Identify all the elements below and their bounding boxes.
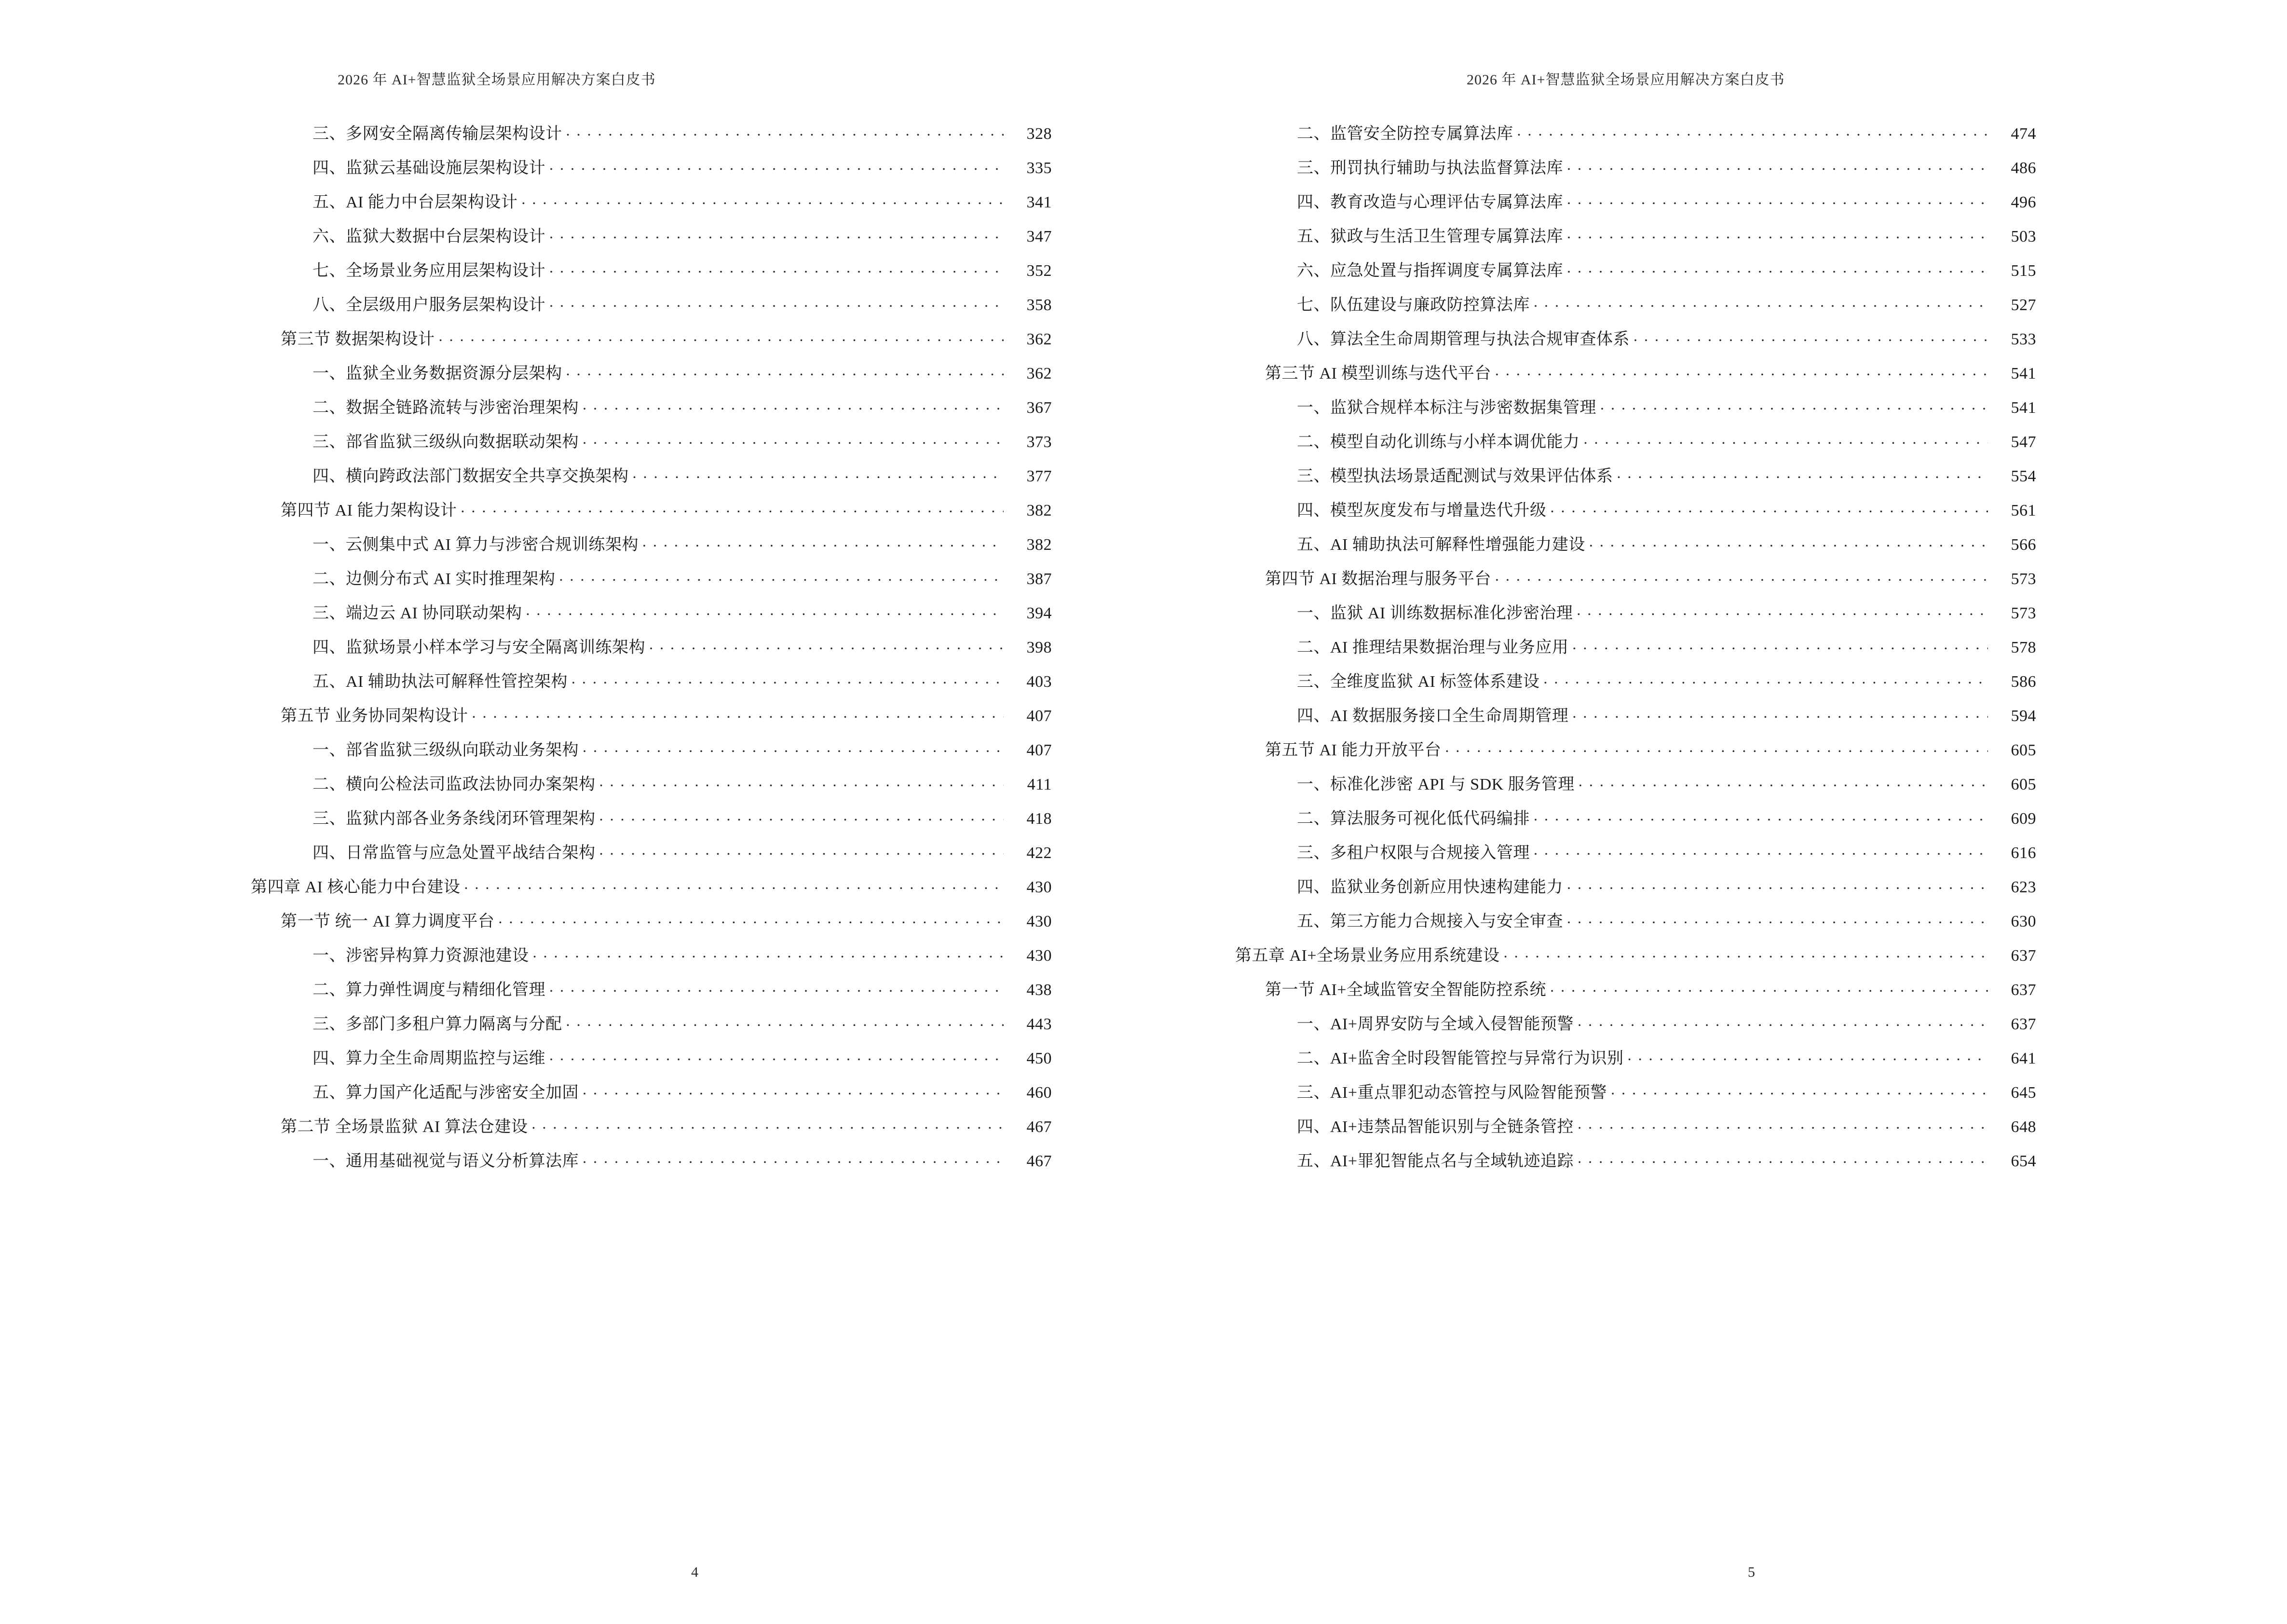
toc-entry-page-number: 407	[1026, 707, 1052, 725]
toc-list-left	[251, 123, 1052, 1551]
toc-entry-title: 六、应急处置与指挥调度专属算法库	[1297, 262, 1563, 280]
toc-leader-dots	[1617, 465, 1988, 481]
toc-entry-title: 七、全场景业务应用层架构设计	[313, 262, 545, 280]
toc-entry-page-number: 496	[2011, 193, 2036, 211]
toc-entry[interactable]	[1297, 157, 2036, 177]
toc-entry-title: 三、刑罚执行辅助与执法监督算法库	[1297, 159, 1563, 177]
toc-entry-page-number: 637	[2011, 947, 2036, 965]
toc-entry-title: 四、AI 数据服务接口全生命周期管理	[1297, 707, 1569, 725]
toc-leader-dots	[1577, 602, 1988, 618]
toc-leader-dots	[1534, 294, 1988, 310]
toc-entry[interactable]	[313, 294, 1052, 314]
toc-entry-page-number: 637	[2011, 981, 2036, 999]
toc-entry-title: 三、全维度监狱 AI 标签体系建设	[1297, 673, 1540, 691]
toc-entry-title: 四、监狱云基础设施层架构设计	[313, 159, 545, 177]
toc-leader-dots	[1567, 259, 1988, 276]
toc-entry[interactable]	[313, 773, 1052, 793]
toc-entry[interactable]	[1297, 670, 2036, 690]
toc-entry-title: 三、监狱内部各业务条线闭环管理架构	[313, 810, 596, 828]
toc-entry-page-number: 373	[1026, 433, 1052, 451]
toc-entry-title: 四、模型灰度发布与增量迭代升级	[1297, 502, 1547, 519]
toc-entry[interactable]	[1265, 362, 2036, 382]
toc-entry-page-number: 377	[1026, 467, 1052, 485]
toc-entry-page-number: 616	[2011, 844, 2036, 862]
toc-entry[interactable]	[1297, 431, 2036, 450]
toc-entry[interactable]	[313, 225, 1052, 245]
toc-entry-title: 第一节 AI+全域监管安全智能防控系统	[1265, 981, 1547, 999]
toc-entry-page-number: 630	[2011, 913, 2036, 930]
toc-entry[interactable]	[1297, 807, 2036, 827]
toc-leader-dots	[549, 157, 1004, 173]
toc-entry[interactable]	[313, 568, 1052, 587]
toc-entry-title: 第一节 统一 AI 算力调度平台	[281, 913, 495, 930]
toc-entry[interactable]	[281, 328, 1052, 348]
toc-entry[interactable]	[1297, 1116, 2036, 1135]
toc-entry-title: 五、算力国产化适配与涉密安全加固	[313, 1084, 579, 1102]
toc-entry-page-number: 609	[2011, 810, 2036, 828]
toc-leader-dots	[566, 362, 1004, 379]
toc-entry-title: 七、队伍建设与廉政防控算法库	[1297, 296, 1530, 314]
toc-entry-page-number: 352	[1026, 262, 1052, 280]
toc-entry-page-number: 430	[1026, 947, 1052, 965]
toc-leader-dots	[1567, 876, 1988, 892]
toc-entry[interactable]	[313, 259, 1052, 279]
toc-entry[interactable]	[313, 636, 1052, 656]
toc-entry-title: 四、横向跨政法部门数据安全共享交换架构	[313, 467, 629, 485]
toc-entry-title: 一、标准化涉密 API 与 SDK 服务管理	[1297, 776, 1575, 793]
toc-entry-page-number: 438	[1026, 981, 1052, 999]
toc-entry-title: 二、算力弹性调度与精细化管理	[313, 981, 545, 999]
toc-entry-page-number: 541	[2011, 365, 2036, 382]
toc-entry[interactable]	[1297, 1013, 2036, 1033]
toc-entry-title: 四、教育改造与心理评估专属算法库	[1297, 193, 1563, 211]
toc-leader-dots	[1534, 842, 1988, 858]
toc-entry[interactable]	[313, 739, 1052, 759]
toc-entry-page-number: 541	[2011, 399, 2036, 417]
toc-entry[interactable]	[313, 123, 1052, 142]
toc-entry[interactable]	[1297, 499, 2036, 519]
toc-leader-dots	[1611, 1081, 1988, 1098]
toc-leader-dots	[549, 1047, 1004, 1064]
toc-entry-title: 二、边侧分布式 AI 实时推理架构	[313, 570, 556, 588]
toc-leader-dots	[461, 499, 1004, 516]
toc-leader-dots	[1445, 739, 1988, 755]
toc-leader-dots	[1572, 636, 1988, 653]
toc-entry-page-number: 411	[1027, 776, 1052, 793]
toc-entry-title: 三、模型执法场景适配测试与效果评估体系	[1297, 467, 1613, 485]
toc-leader-dots	[1572, 705, 1988, 721]
toc-leader-dots	[1550, 979, 1988, 995]
toc-leader-dots	[498, 910, 1004, 927]
toc-entry-title: 三、多网安全隔离传输层架构设计	[313, 125, 562, 143]
toc-entry[interactable]	[313, 670, 1052, 690]
toc-leader-dots	[583, 1081, 1004, 1098]
toc-leader-dots	[1589, 533, 1988, 550]
toc-entry-title: 五、AI 辅助执法可解释性增强能力建设	[1297, 536, 1585, 554]
toc-entry[interactable]	[1297, 1150, 2036, 1170]
toc-entry-title: 第五节 AI 能力开放平台	[1265, 741, 1442, 759]
toc-entry[interactable]	[313, 191, 1052, 211]
toc-entry-page-number: 547	[2011, 433, 2036, 451]
toc-leader-dots	[1634, 328, 1988, 344]
toc-entry[interactable]	[313, 944, 1052, 964]
toc-entry-title: 二、算法服务可视化低代码编排	[1297, 810, 1530, 828]
toc-leader-dots	[1495, 568, 1988, 584]
toc-entry-title: 二、AI 推理结果数据治理与业务应用	[1297, 639, 1569, 656]
toc-entry-title: 一、涉密异构算力资源池建设	[313, 947, 529, 965]
page-number-right: 5	[1748, 1564, 1755, 1580]
toc-entry[interactable]	[1297, 842, 2036, 861]
toc-entry[interactable]	[313, 362, 1052, 382]
toc-leader-dots	[559, 568, 1004, 584]
toc-entry-title: 四、日常监管与应急处置平战结合架构	[313, 844, 596, 862]
toc-leader-dots	[472, 705, 1004, 721]
toc-entry[interactable]	[1297, 328, 2036, 348]
toc-entry-title: 五、狱政与生活卫生管理专属算法库	[1297, 228, 1563, 246]
toc-entry[interactable]	[1235, 944, 2036, 964]
toc-entry[interactable]	[313, 1081, 1052, 1101]
toc-entry-title: 一、监狱全业务数据资源分层架构	[313, 365, 562, 382]
toc-leader-dots	[1567, 157, 1988, 173]
toc-entry[interactable]	[1265, 979, 2036, 998]
toc-entry-page-number: 362	[1026, 365, 1052, 382]
toc-entry-title: 第五节 业务协同架构设计	[281, 707, 468, 725]
toc-entry-title: 五、AI 能力中台层架构设计	[313, 193, 518, 211]
toc-entry-title: 第三节 数据架构设计	[281, 330, 435, 348]
toc-entry[interactable]	[1297, 533, 2036, 553]
toc-entry-title: 三、部省监狱三级纵向数据联动架构	[313, 433, 579, 451]
toc-leader-dots	[1628, 1047, 1988, 1064]
toc-entry-page-number: 460	[1026, 1084, 1052, 1102]
toc-entry-page-number: 407	[1026, 741, 1052, 759]
toc-entry[interactable]	[281, 499, 1052, 519]
toc-entry[interactable]	[313, 979, 1052, 998]
toc-entry[interactable]	[1297, 1047, 2036, 1067]
page-number-left: 4	[691, 1564, 698, 1580]
toc-entry[interactable]	[313, 396, 1052, 416]
toc-entry-page-number: 561	[2011, 502, 2036, 519]
toc-entry-title: 二、监管安全防控专属算法库	[1297, 125, 1513, 143]
toc-entry-page-number: 467	[1026, 1118, 1052, 1136]
toc-entry-page-number: 362	[1026, 330, 1052, 348]
toc-entry-page-number: 605	[2011, 741, 2036, 759]
toc-leader-dots	[1600, 396, 1988, 413]
toc-entry-title: 八、全层级用户服务层架构设计	[313, 296, 545, 314]
toc-entry-page-number: 645	[2011, 1084, 2036, 1102]
toc-entry[interactable]	[1297, 294, 2036, 314]
toc-entry[interactable]	[313, 533, 1052, 553]
toc-entry[interactable]	[313, 842, 1052, 861]
toc-leader-dots	[549, 979, 1004, 995]
toc-leader-dots	[572, 670, 1004, 687]
toc-leader-dots	[1495, 362, 1988, 379]
toc-entry-page-number: 641	[2011, 1050, 2036, 1067]
toc-entry-page-number: 573	[2011, 570, 2036, 588]
toc-entry-page-number: 328	[1026, 125, 1052, 143]
toc-entry-page-number: 387	[1026, 570, 1052, 588]
toc-leader-dots	[642, 533, 1004, 550]
toc-leader-dots	[566, 123, 1004, 139]
toc-entry-title: 第五章 AI+全场景业务应用系统建设	[1235, 947, 1500, 965]
toc-entry[interactable]	[1297, 465, 2036, 485]
toc-leader-dots	[599, 807, 1004, 824]
toc-entry-title: 三、多租户权限与合规接入管理	[1297, 844, 1530, 862]
toc-entry-title: 一、部省监狱三级纵向联动业务架构	[313, 741, 579, 759]
toc-entry-page-number: 394	[1026, 604, 1052, 622]
toc-entry[interactable]	[313, 602, 1052, 622]
toc-entry-page-number: 515	[2011, 262, 2036, 280]
toc-entry-title: 四、监狱业务创新应用快速构建能力	[1297, 878, 1563, 896]
toc-leader-dots	[566, 1013, 1004, 1029]
toc-entry[interactable]	[281, 1116, 1052, 1135]
toc-entry-page-number: 398	[1026, 639, 1052, 656]
toc-leader-dots	[533, 944, 1004, 961]
toc-entry-page-number: 578	[2011, 639, 2036, 656]
running-head-right: 2026 年 AI+智慧监狱全场景应用解决方案白皮书	[1467, 72, 1785, 88]
toc-entry-page-number: 467	[1026, 1152, 1052, 1170]
toc-entry-page-number: 594	[2011, 707, 2036, 725]
toc-list-right	[1235, 123, 2036, 1551]
toc-entry-page-number: 382	[1026, 502, 1052, 519]
toc-entry[interactable]	[1297, 773, 2036, 793]
toc-leader-dots	[1551, 499, 1988, 516]
toc-leader-dots	[1567, 191, 1988, 207]
toc-entry-page-number: 623	[2011, 878, 2036, 896]
toc-entry-title: 第四章 AI 核心能力中台建设	[251, 878, 461, 896]
toc-entry[interactable]	[1297, 191, 2036, 211]
toc-entry-title: 六、监狱大数据中台层架构设计	[313, 228, 545, 246]
toc-entry[interactable]	[313, 157, 1052, 177]
toc-entry-page-number: 335	[1026, 159, 1052, 177]
toc-entry-page-number: 341	[1026, 193, 1052, 211]
toc-entry-title: 一、监狱 AI 训练数据标准化涉密治理	[1297, 604, 1573, 622]
toc-entry-page-number: 418	[1026, 810, 1052, 828]
toc-entry-page-number: 605	[2011, 776, 2036, 793]
toc-entry[interactable]	[251, 876, 1052, 896]
toc-entry[interactable]	[313, 807, 1052, 827]
toc-leader-dots	[1534, 807, 1988, 824]
toc-entry-page-number: 358	[1026, 296, 1052, 314]
toc-entry-title: 一、AI+周界安防与全域入侵智能预警	[1297, 1015, 1574, 1033]
toc-entry-page-number: 347	[1026, 228, 1052, 246]
toc-leader-dots	[599, 842, 1004, 858]
toc-entry[interactable]	[281, 705, 1052, 724]
toc-entry-page-number: 474	[2011, 125, 2036, 143]
toc-leader-dots	[549, 294, 1004, 310]
toc-entry[interactable]	[313, 1013, 1052, 1033]
toc-entry-title: 八、算法全生命周期管理与执法合规审查体系	[1297, 330, 1630, 348]
toc-entry[interactable]	[1297, 602, 2036, 622]
toc-entry-page-number: 648	[2011, 1118, 2036, 1136]
toc-entry-page-number: 422	[1026, 844, 1052, 862]
toc-entry-title: 五、AI+罪犯智能点名与全域轨迹追踪	[1297, 1152, 1574, 1170]
toc-leader-dots	[549, 225, 1004, 242]
toc-entry-title: 三、多部门多租户算力隔离与分配	[313, 1015, 562, 1033]
running-head-left: 2026 年 AI+智慧监狱全场景应用解决方案白皮书	[338, 72, 656, 88]
toc-entry-page-number: 486	[2011, 159, 2036, 177]
toc-entry-page-number: 443	[1026, 1015, 1052, 1033]
toc-entry-page-number: 450	[1026, 1050, 1052, 1067]
toc-entry[interactable]	[1297, 259, 2036, 279]
toc-entry-page-number: 503	[2011, 228, 2036, 246]
toc-entry-page-number: 533	[2011, 330, 2036, 348]
toc-leader-dots	[583, 431, 1004, 447]
toc-leader-dots	[1578, 1013, 1988, 1029]
toc-entry-page-number: 430	[1026, 913, 1052, 930]
toc-leader-dots	[1504, 944, 1988, 961]
toc-entry-title: 四、监狱场景小样本学习与安全隔离训练架构	[313, 639, 645, 656]
toc-entry[interactable]	[1297, 1081, 2036, 1101]
toc-entry-page-number: 573	[2011, 604, 2036, 622]
toc-entry-title: 四、AI+违禁品智能识别与全链条管控	[1297, 1118, 1574, 1136]
toc-entry[interactable]	[1297, 396, 2036, 416]
toc-leader-dots	[1578, 1150, 1988, 1166]
toc-entry[interactable]	[1297, 705, 2036, 724]
toc-entry[interactable]	[281, 910, 1052, 930]
toc-leader-dots	[583, 396, 1004, 413]
toc-entry-page-number: 430	[1026, 878, 1052, 896]
toc-entry-title: 四、算力全生命周期监控与运维	[313, 1050, 545, 1067]
toc-entry-page-number: 586	[2011, 673, 2036, 691]
toc-entry-title: 三、端边云 AI 协同联动架构	[313, 604, 522, 622]
toc-entry-page-number: 382	[1026, 536, 1052, 554]
toc-leader-dots	[526, 602, 1004, 618]
toc-entry-title: 二、横向公检法司监政法协同办案架构	[313, 776, 596, 793]
toc-leader-dots	[1567, 910, 1988, 927]
toc-entry[interactable]	[1265, 568, 2036, 587]
toc-entry[interactable]	[1297, 123, 2036, 142]
toc-leader-dots	[1543, 670, 1988, 687]
toc-entry[interactable]	[1297, 225, 2036, 245]
toc-entry-title: 一、监狱合规样本标注与涉密数据集管理	[1297, 399, 1596, 417]
toc-entry-title: 第二节 全场景监狱 AI 算法仓建设	[281, 1118, 528, 1136]
toc-leader-dots	[521, 191, 1004, 207]
toc-entry-page-number: 367	[1026, 399, 1052, 417]
toc-leader-dots	[1584, 431, 1988, 447]
toc-leader-dots	[1517, 123, 1988, 139]
toc-entry-title: 第四节 AI 数据治理与服务平台	[1265, 570, 1491, 588]
toc-entry[interactable]	[313, 1150, 1052, 1170]
toc-entry[interactable]	[1297, 876, 2036, 896]
toc-entry-title: 二、AI+监舍全时段智能管控与异常行为识别	[1297, 1050, 1624, 1067]
toc-entry-title: 一、云侧集中式 AI 算力与涉密合规训练架构	[313, 536, 639, 554]
toc-entry-title: 五、第三方能力合规接入与安全审查	[1297, 913, 1563, 930]
toc-entry[interactable]	[313, 1047, 1052, 1067]
toc-entry-page-number: 637	[2011, 1015, 2036, 1033]
toc-leader-dots	[1579, 773, 1988, 790]
toc-leader-dots	[633, 465, 1004, 481]
toc-entry[interactable]	[313, 431, 1052, 450]
toc-entry-page-number: 566	[2011, 536, 2036, 554]
toc-entry-page-number: 403	[1026, 673, 1052, 691]
toc-entry-title: 二、模型自动化训练与小样本调优能力	[1297, 433, 1580, 451]
toc-leader-dots	[599, 773, 1004, 790]
page-right	[1144, 0, 2287, 1624]
toc-leader-dots	[583, 739, 1004, 755]
toc-entry-page-number: 527	[2011, 296, 2036, 314]
toc-entry[interactable]	[313, 465, 1052, 485]
toc-leader-dots	[583, 1150, 1004, 1166]
toc-leader-dots	[464, 876, 1004, 892]
toc-entry[interactable]	[1265, 739, 2036, 759]
toc-entry[interactable]	[1297, 636, 2036, 656]
toc-entry-title: 五、AI 辅助执法可解释性管控架构	[313, 673, 568, 691]
toc-entry-title: 三、AI+重点罪犯动态管控与风险智能预警	[1297, 1084, 1607, 1102]
toc-leader-dots	[531, 1116, 1004, 1132]
toc-leader-dots	[1578, 1116, 1988, 1132]
toc-leader-dots	[549, 259, 1004, 276]
toc-entry[interactable]	[1297, 910, 2036, 930]
toc-leader-dots	[649, 636, 1004, 653]
toc-entry-title: 第三节 AI 模型训练与迭代平台	[1265, 365, 1491, 382]
toc-leader-dots	[1567, 225, 1988, 242]
toc-entry-title: 一、通用基础视觉与语义分析算法库	[313, 1152, 579, 1170]
toc-entry-title: 二、数据全链路流转与涉密治理架构	[313, 399, 579, 417]
toc-entry-page-number: 654	[2011, 1152, 2036, 1170]
toc-entry-title: 第四节 AI 能力架构设计	[281, 502, 457, 519]
toc-entry-page-number: 554	[2011, 467, 2036, 485]
toc-leader-dots	[439, 328, 1004, 344]
